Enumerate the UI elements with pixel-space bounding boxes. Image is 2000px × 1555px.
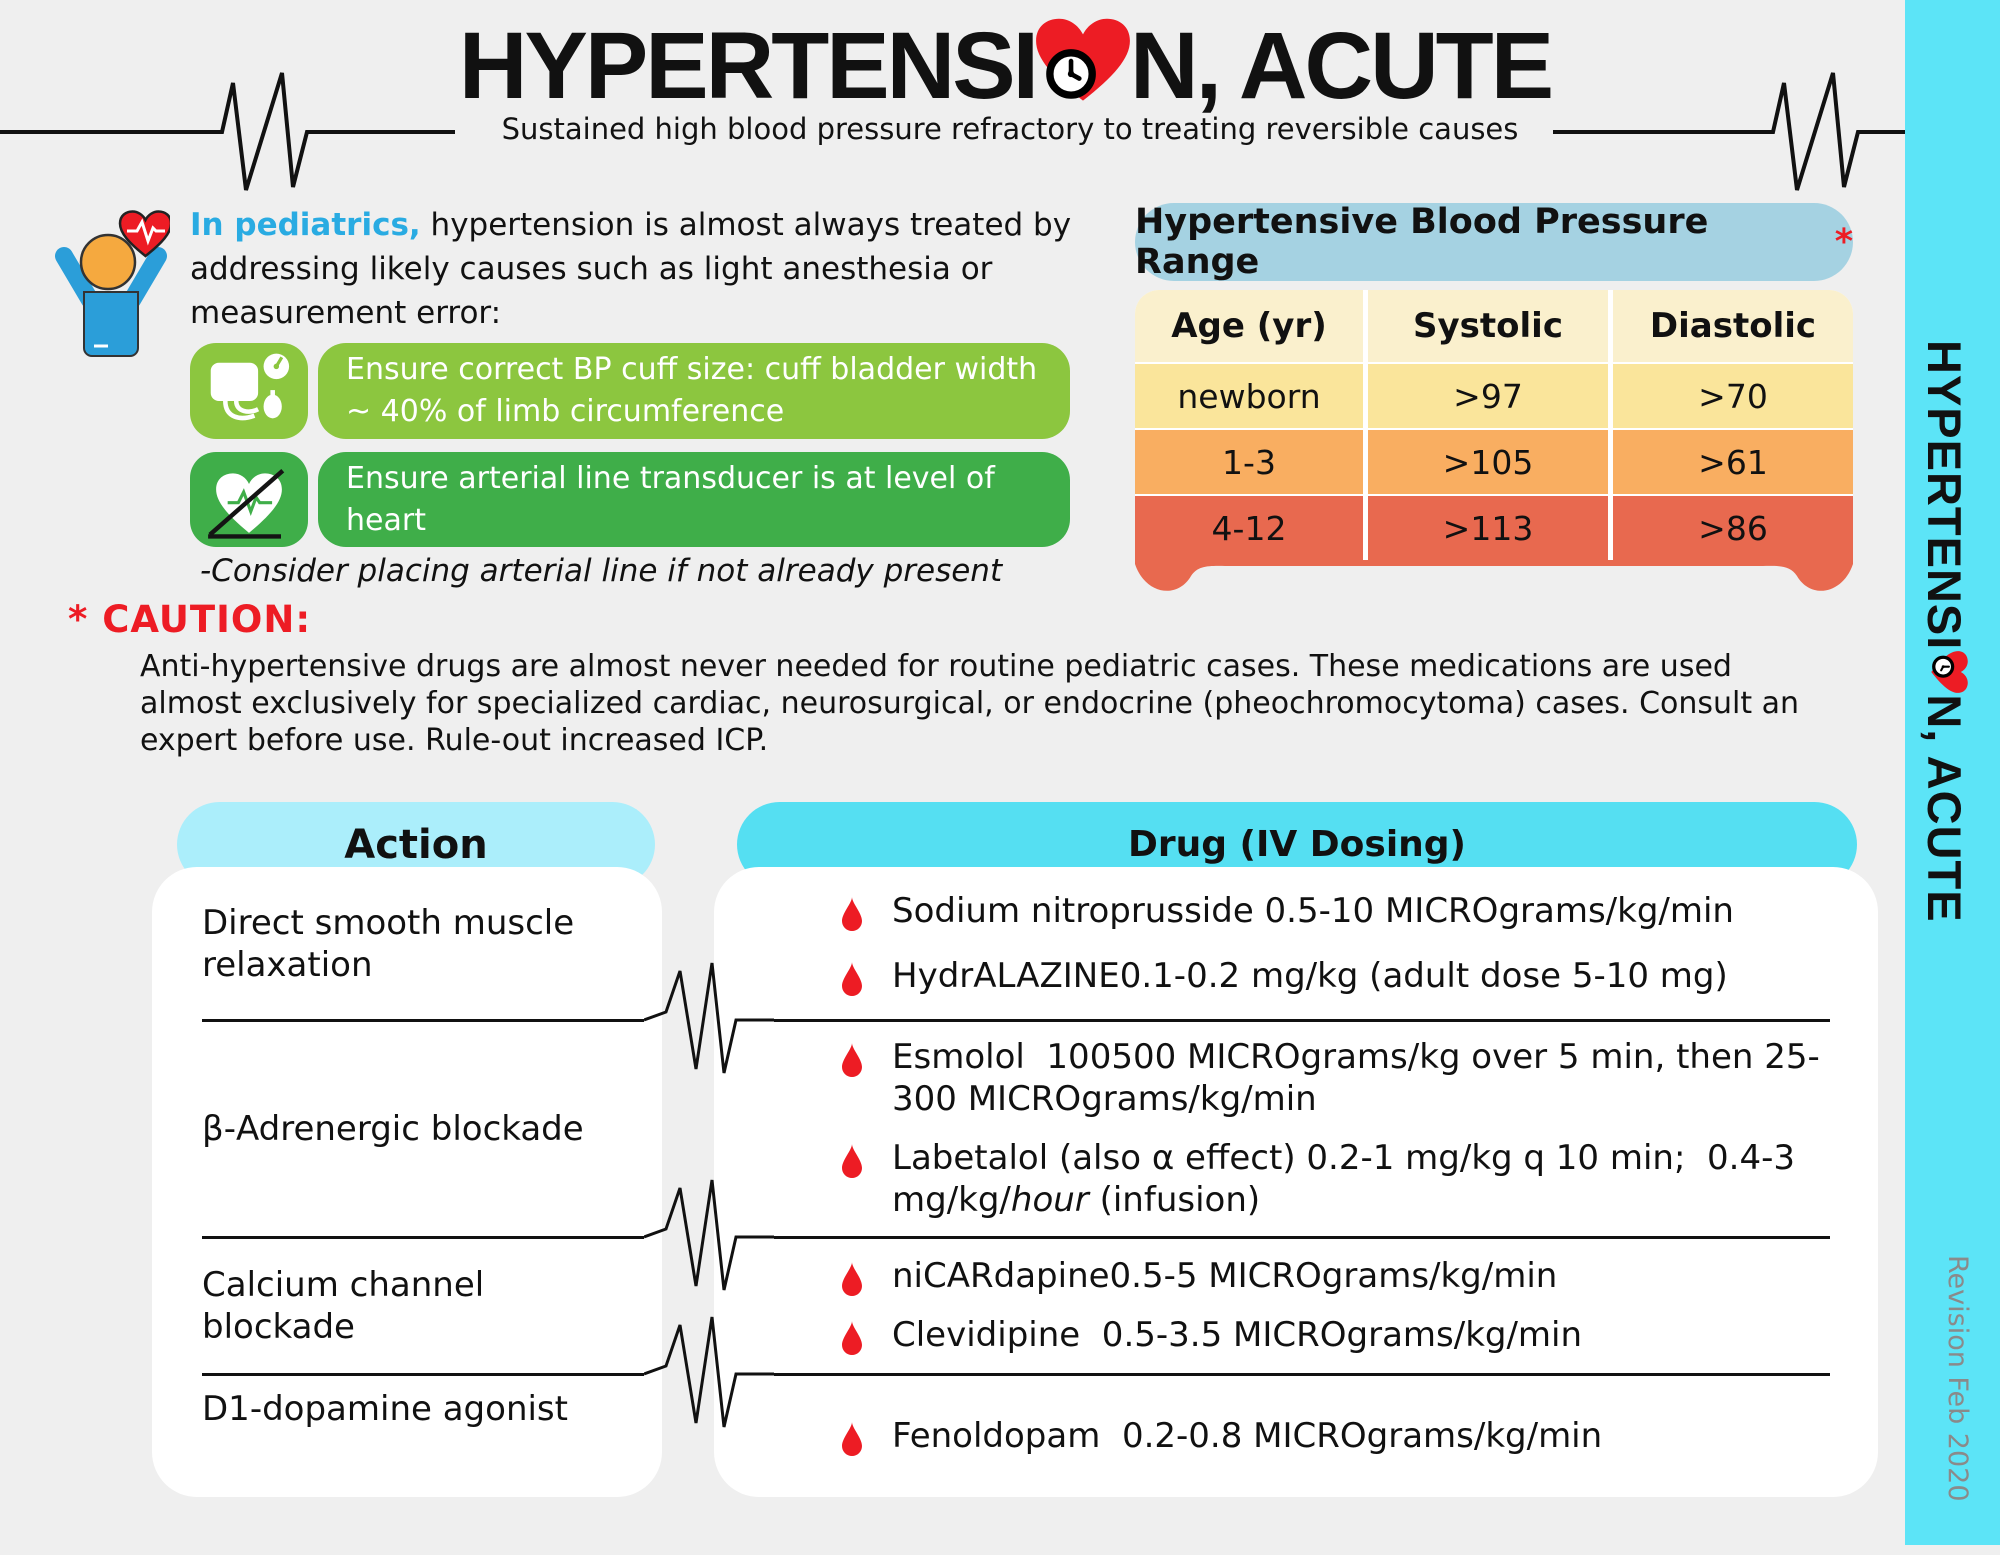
bp-table-row: [1135, 430, 1853, 494]
bp-table-row: [1135, 364, 1853, 428]
bp-table-cell: >86: [1613, 496, 1853, 560]
bp-table-wave-decoration: [1135, 560, 1853, 600]
row-divider-line: [202, 1373, 644, 1376]
page-title: HYPERTENSI N, ACUTE: [458, 13, 1552, 119]
heart-clock-icon: [1929, 649, 1970, 695]
drug-column: [714, 867, 1878, 1497]
asterisk: *: [1834, 222, 1853, 262]
bp-table-title: Hypertensive Blood Pressure Range *: [1135, 202, 1853, 282]
bp-table-cell: 4-12: [1135, 496, 1363, 560]
blood-drop-icon: [842, 1321, 862, 1355]
drug-column-header: Drug (IV Dosing): [737, 802, 1857, 887]
bp-table-cell: >61: [1613, 430, 1853, 494]
bp-cuff-icon: [190, 343, 308, 439]
child-heart-icon: [52, 208, 170, 360]
drug-entry: [842, 1415, 1878, 1457]
action-row: [152, 1237, 662, 1374]
caution-text: Anti-hypertensive drugs are almost never needed for routine pediatric cases. These medications are used almost exclusively for specialized cardiac, neurosurgical, or endocrine (pheochromocytoma) cases. Consult an expert before use. Rule-out increased ICP.: [140, 649, 1800, 758]
action-label: β-Adrenergic blockade: [202, 1108, 584, 1149]
bp-table-cell: >113: [1368, 496, 1608, 560]
drug-dose-text: HydrALAZINE0.1-0.2 mg/kg (adult dose 5-10 mg): [892, 956, 1728, 996]
check-item-cuff: Ensure correct BP cuff size: cuff bladder width ~ 40% of limb circumference: [318, 343, 1070, 439]
action-label: Calcium channel blockade: [202, 1264, 485, 1347]
drug-dose-text: niCARdapine0.5-5 MICROgrams/kg/min: [892, 1255, 1558, 1296]
sidebar-title: HYPERTENSI N, ACUTE: [1918, 340, 1972, 923]
intro-lead: In pediatrics,: [190, 207, 421, 243]
action-label: Direct smooth muscle relaxation: [202, 902, 575, 985]
drug-entry: [842, 890, 1878, 932]
blood-drop-icon: [842, 1144, 862, 1178]
bp-table-row: [1135, 496, 1853, 560]
bp-table-cell: Systolic: [1368, 290, 1608, 362]
page-subtitle: Sustained high blood pressure refractory to treating reversible causes: [501, 112, 1519, 146]
row-divider-line: [202, 1236, 644, 1239]
bp-table-cell: newborn: [1135, 364, 1363, 428]
drug-dose-text: Sodium nitroprusside 0.5-10 MICROgrams/kg/min: [892, 891, 1734, 931]
action-column-header: Action: [177, 802, 655, 887]
drug-entry: [842, 955, 1878, 997]
drug-entry: [842, 1255, 1878, 1297]
check-item-arterial: Ensure arterial line transducer is at level of heart: [318, 452, 1070, 547]
row-divider-line: [774, 1236, 1830, 1239]
arterial-line-note: -Consider placing arterial line if not already present: [200, 553, 1003, 589]
arterial-line-level-icon: [190, 452, 308, 547]
action-row: [152, 1374, 662, 1497]
ekg-zigzag-icon: [644, 1309, 774, 1439]
drug-dose-text: Clevidipine 0.5-3.5 MICROgrams/kg/min: [892, 1315, 1583, 1356]
row-divider-line: [202, 1019, 644, 1022]
row-divider-line: [774, 1373, 1830, 1376]
drug-dose-text: Esmolol 100500 MICROgrams/kg over 5 min, then 25-300 MICROgrams/kg/min: [892, 1037, 1820, 1120]
drug-entry: [842, 1314, 1878, 1356]
ekg-zigzag-icon: [644, 1172, 774, 1302]
bp-table-cell: >97: [1368, 364, 1608, 428]
drug-row: [714, 1237, 1878, 1374]
blood-drop-icon: [842, 897, 862, 931]
bp-table-cell: 1-3: [1135, 430, 1363, 494]
drug-row: [714, 1020, 1878, 1237]
bp-range-table: [1135, 290, 1853, 560]
action-column: [152, 867, 662, 1497]
blood-drop-icon: [842, 1262, 862, 1296]
blood-drop-icon: [842, 1043, 862, 1077]
row-divider-line: [774, 1019, 1830, 1022]
intro-text: hypertension is almost always treated by addressing likely causes such as light anesthesia or measurement error:: [190, 207, 1072, 331]
drug-row: [714, 1374, 1878, 1497]
drug-entry: [842, 1137, 1878, 1221]
drug-dose-text: Fenoldopam 0.2-0.8 MICROgrams/kg/min: [892, 1415, 1603, 1456]
blood-drop-icon: [842, 1422, 862, 1456]
intro-paragraph: [190, 203, 1140, 335]
action-row: [152, 1020, 662, 1237]
blood-drop-icon: [842, 962, 862, 996]
ekg-zigzag-icon: [644, 955, 774, 1085]
bp-table-cell: Age (yr): [1135, 290, 1363, 362]
drug-entry: [842, 1036, 1878, 1120]
action-row: [152, 867, 662, 1020]
bp-table-cell: >70: [1613, 364, 1853, 428]
drug-row: [714, 867, 1878, 1020]
drug-dose-text: Labetalol (also α effect) 0.2-1 mg/kg q 10 min; 0.4-3 mg/kg/hour (infusion): [892, 1137, 1796, 1220]
bp-table-cell: >105: [1368, 430, 1608, 494]
bp-table-cell: Diastolic: [1613, 290, 1853, 362]
revision-label: Revision Feb 2020: [1942, 1255, 1973, 1502]
heart-clock-icon: [1032, 16, 1134, 108]
caution-label: * CAUTION:: [68, 598, 312, 641]
action-label: D1-dopamine agonist: [202, 1389, 568, 1429]
bp-table-header-row: [1135, 290, 1853, 362]
